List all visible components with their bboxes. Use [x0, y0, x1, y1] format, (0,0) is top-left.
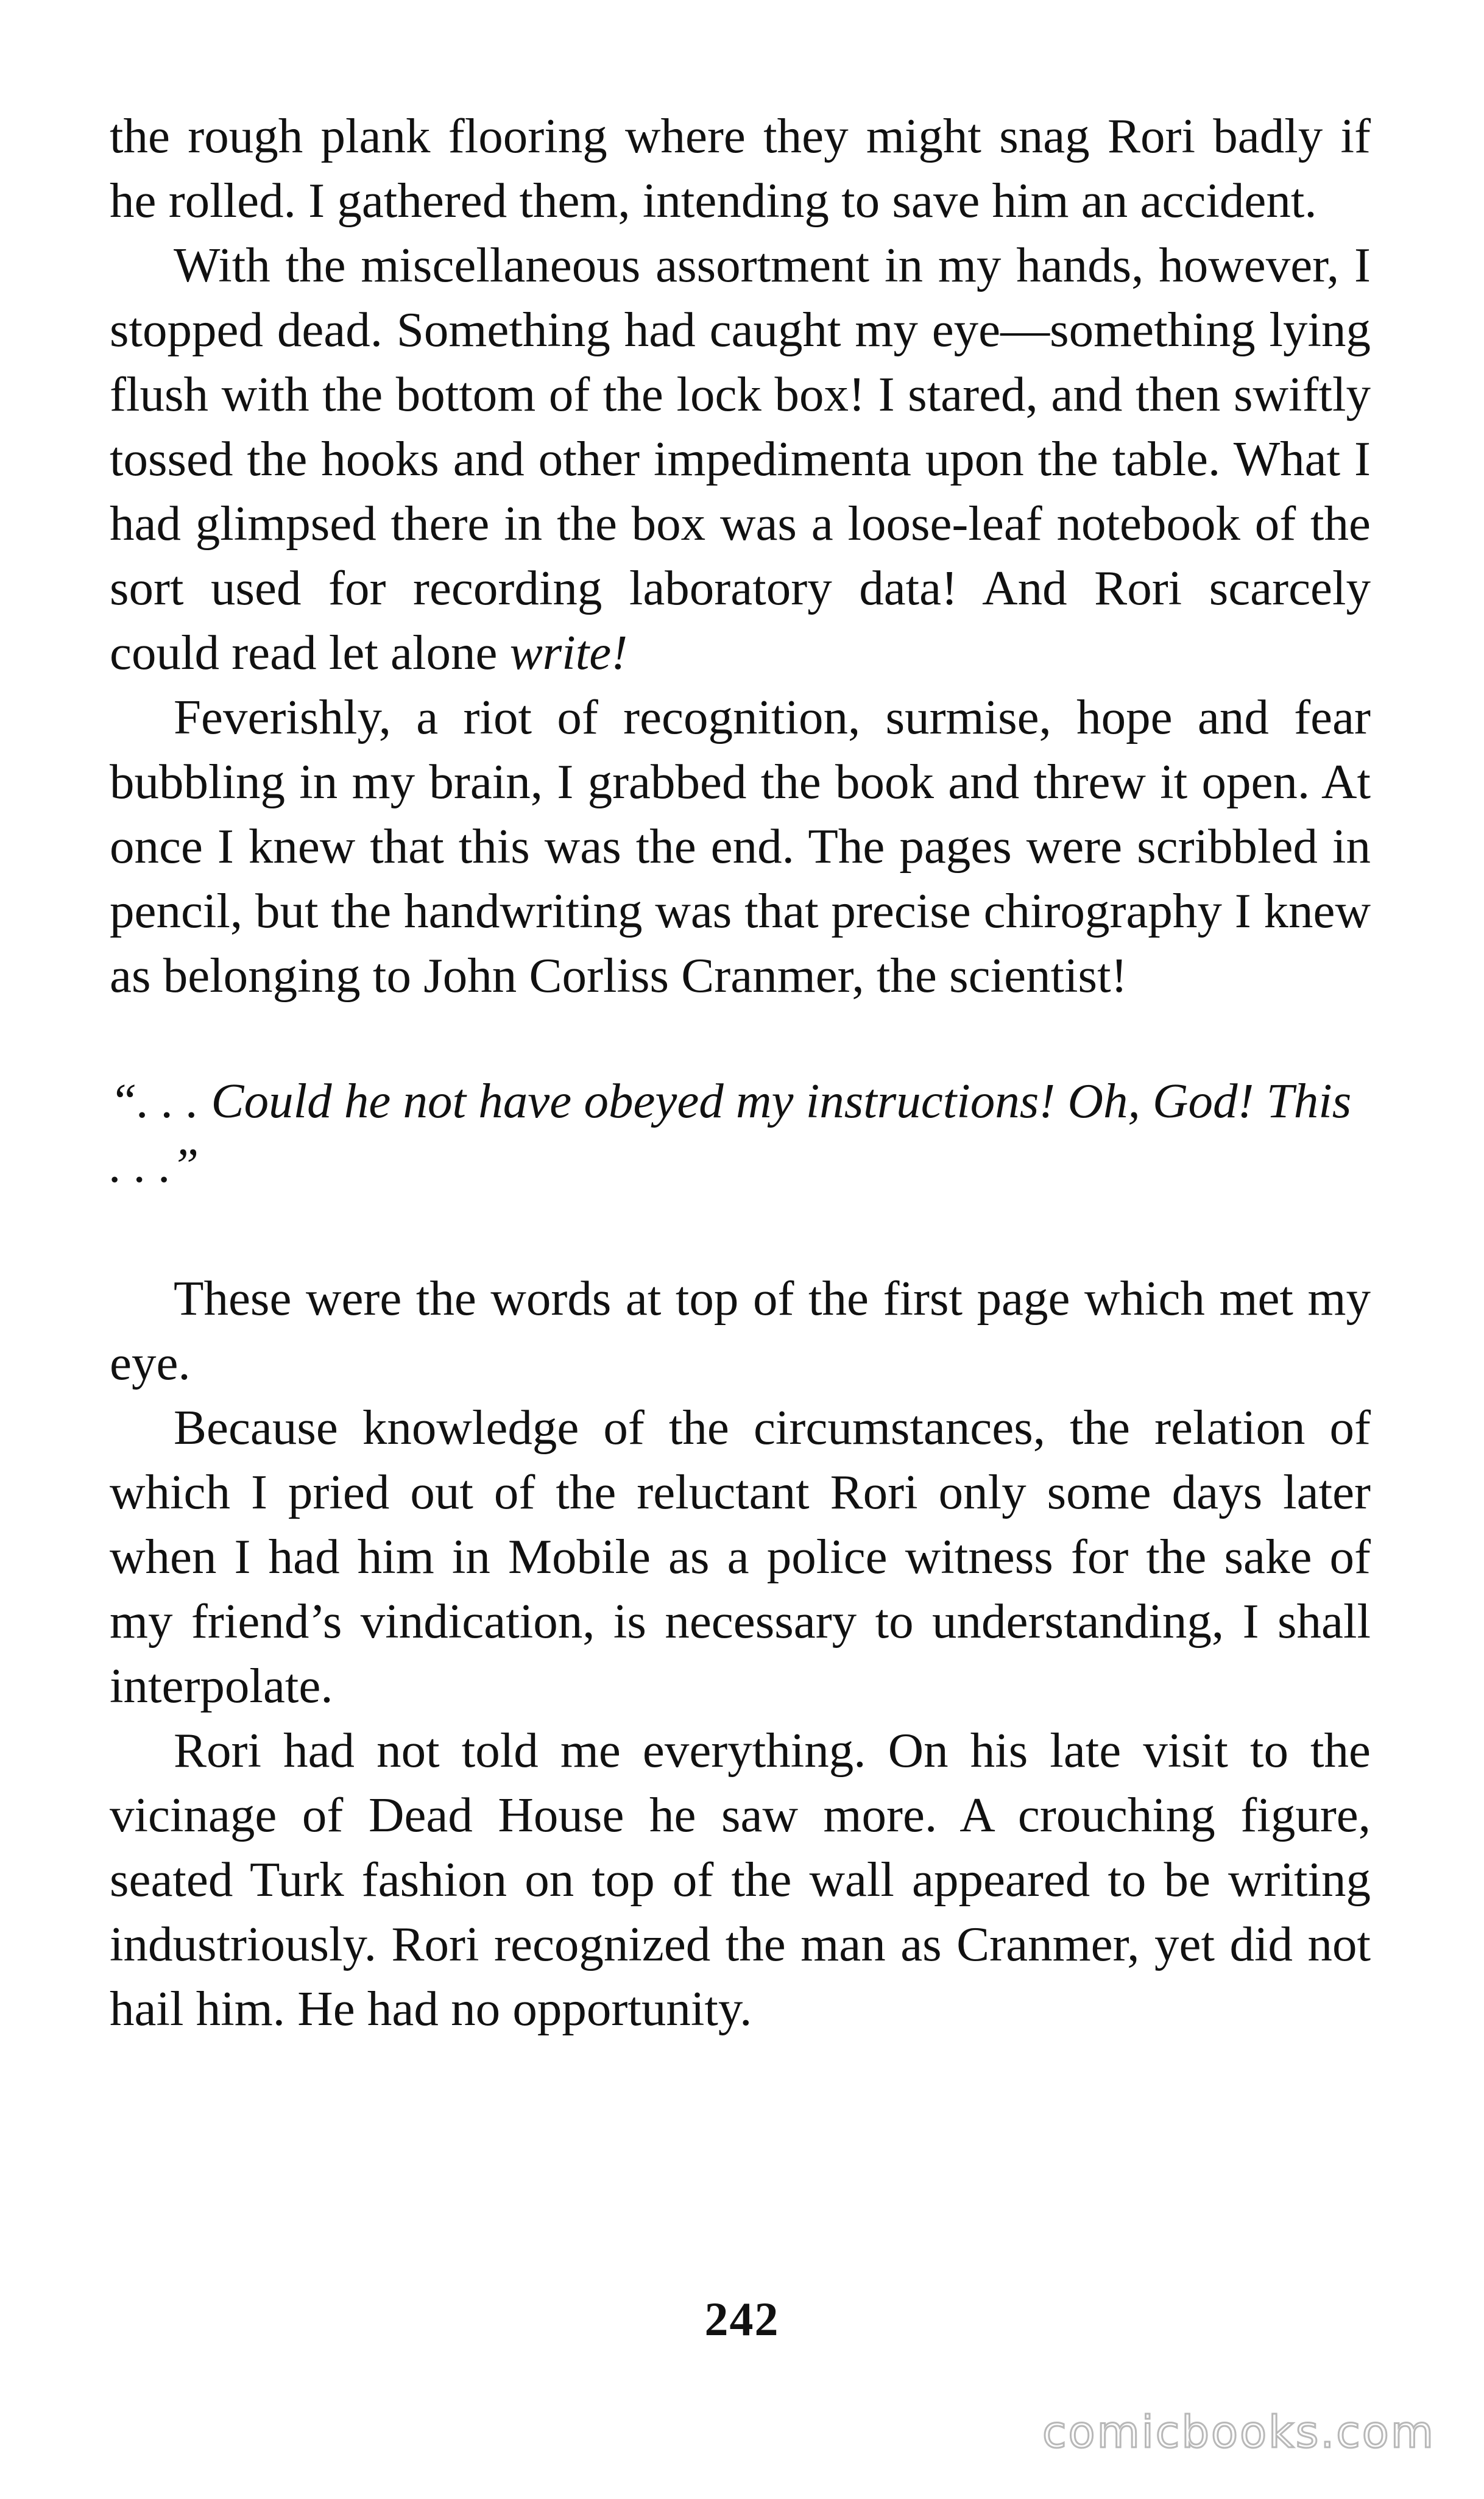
paragraph-6: Rori had not told me everything. On his late visit to the vicinage of Dead House he saw more. A crouching figure, seated Turk fashion on top of the wall appeared to be writing industriously. Rori recognized the man as Cranmer, yet did not hail him. He had no opportunity.	[110, 1723, 1371, 2036]
notebook-quote: “. . . Could he not have obeyed my instructions! Oh, God! This . . .”	[110, 1073, 1352, 1193]
paragraph-1: the rough plank flooring where they might snag Rori badly if he rolled. I gathered them, intending to save him an accident.	[110, 108, 1371, 228]
page-number: 242	[704, 2292, 780, 2345]
paragraph-4: These were the words at top of the first page which met my eye.	[110, 1271, 1371, 1390]
paragraph-2	[110, 233, 1371, 685]
paragraph-5: Because knowledge of the circumstances, the relation of which I pried out of the reluctant Rori only some days later when I had him in Mobile as a police witness for the sake of my friend’s vindication, is necessary to understanding, I shall interpolate.	[110, 1400, 1371, 1713]
page-body	[110, 104, 1371, 2041]
paragraph-2-text: With the miscellaneous assortment in my hands, however, I stopped dead. Something had caught my eye—something lying flush with the bottom of the lock box! I stared, and then swiftly tossed the hooks and other impedimenta upon the table. What I had glimpsed there in the box was a loose-leaf notebook of the sort used for recording laboratory data! And Rori scarcely could read let alone	[110, 238, 1371, 680]
paragraph-3: Feverishly, a riot of recognition, surmise, hope and fear bubbling in my brain, I grabbed the book and threw it open. At once I knew that this was the end. The pages were scribbled in pencil, but the handwriting was that precise chirography I knew as belonging to John Corliss Cranmer, the scientist!	[110, 690, 1371, 1003]
watermark: comicbooks.com	[1042, 2406, 1435, 2458]
paragraph-2-italic-word: write!	[509, 625, 628, 680]
